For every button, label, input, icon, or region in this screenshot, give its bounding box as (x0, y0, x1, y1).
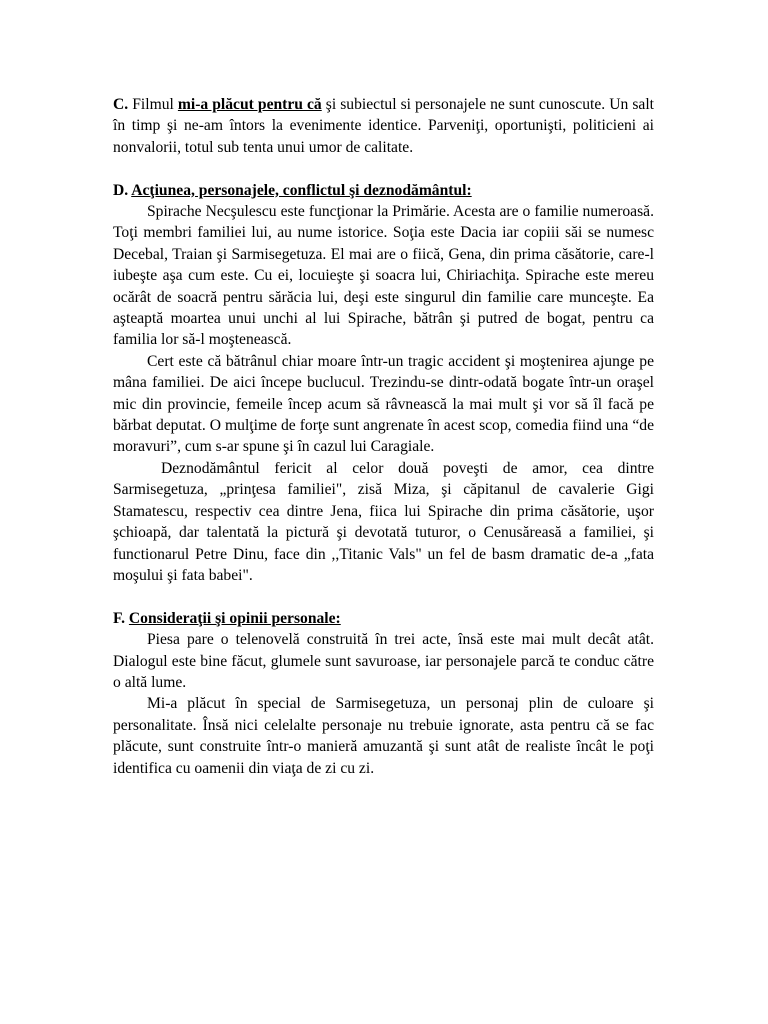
section-f-title: Consideraţii şi opinii personale: (128, 609, 341, 627)
section-d-letter: D. (113, 181, 129, 199)
section-d-title: Acţiunea, personajele, conflictul şi deznodământul: (131, 181, 472, 199)
section-c-paragraph (113, 94, 654, 158)
document-page (113, 94, 654, 779)
section-f-heading (113, 608, 654, 629)
section-f-paragraph-2: Mi-a plăcut în special de Sarmisegetuza, un personaj plin de culoare şi personalitate. Însă nici celelalte personaje nu trebuie ignorate, asta pentru că se fac plăcute, sunt construite într-o manieră amuzantă şi sunt atât de realiste încât le poţi identifica cu oamenii din viaţa de zi cu zi. (113, 695, 654, 777)
section-c-emphasis: mi-a plăcut pentru că (177, 96, 322, 113)
section-f-letter: F. (113, 609, 125, 627)
section-d-heading (113, 180, 654, 201)
section-d-paragraph-3: Deznodământul fericit al celor două poveşti de amor, cea dintre Sarmisegetuza, „prinţesa familiei", zisă Miza, şi căpitanul de cavalerie Gigi Stamatescu, respectiv cea dintre Jena, fiica lui Spirache din prima căsătorie, uşor şchioapă, dar talentată la pictură şi devotată tuturor, o Cenusăreasă a familiei, şi functionarul Petre Dinu, face din ,,Titanic Vals" un fel de basm dramatic de-a „fata moşului şi fata babei". (113, 459, 654, 584)
section-d-paragraph-1: Spirache Necşulescu este funcţionar la Primărie. Acesta are o familie numeroasă. Toţi membri familiei lui, au nume istorice. Soţia este Dacia iar copiii săi se numesc Decebal, Traian şi Sarmisegetuza. El mai are o fiică, Gena, din prima căsătorie, care-l iubeşte aşa cum este. Cu ei, locuieşte şi soacra lui, Chiriachiţa. Spirache este mereu ocărât de soacră pentru sărăcia lui, deşi este singurul din familie care munceşte. Ea aşteaptă moartea unui unchi al lui Spirache, bătrân şi putred de bogat, pentru ca familia lor să-l moştenească. (113, 203, 654, 349)
spacer (113, 586, 654, 607)
section-c-text-after: şi subiectul si personajele ne sunt cunoscute. Un salt în timp şi ne-am întors la evenimente identice. Parveniţi, oportunişti, politicieni ai nonvalorii, totul sub tenta unui umor de calitate. (113, 96, 654, 156)
section-c-letter: C. (113, 96, 129, 113)
section-f-paragraph-1: Piesa pare o telenovelă construită în trei acte, însă este mai mult decât atât. Dialogul este bine făcut, glumele sunt savuroase, iar personajele parcă te conduc către o altă lume. (113, 631, 654, 691)
spacer (113, 158, 654, 179)
section-d-paragraph-2: Cert este că bătrânul chiar moare într-un tragic accident şi moştenirea ajunge pe mâna familiei. De aici începe buclucul. Trezindu-se dintr-odată bogate într-un oraşel mic din provincie, femeile încep acum să râvnească la mai mult şi vor să îl facă pe bărbat deputat. O mulţime de forţe sunt angrenate în acest scop, comedia fiind una “de moravuri”, cum s-ar spune şi în cazul lui Caragiale. (113, 352, 654, 456)
section-c-text-before: Filmul (128, 96, 178, 113)
